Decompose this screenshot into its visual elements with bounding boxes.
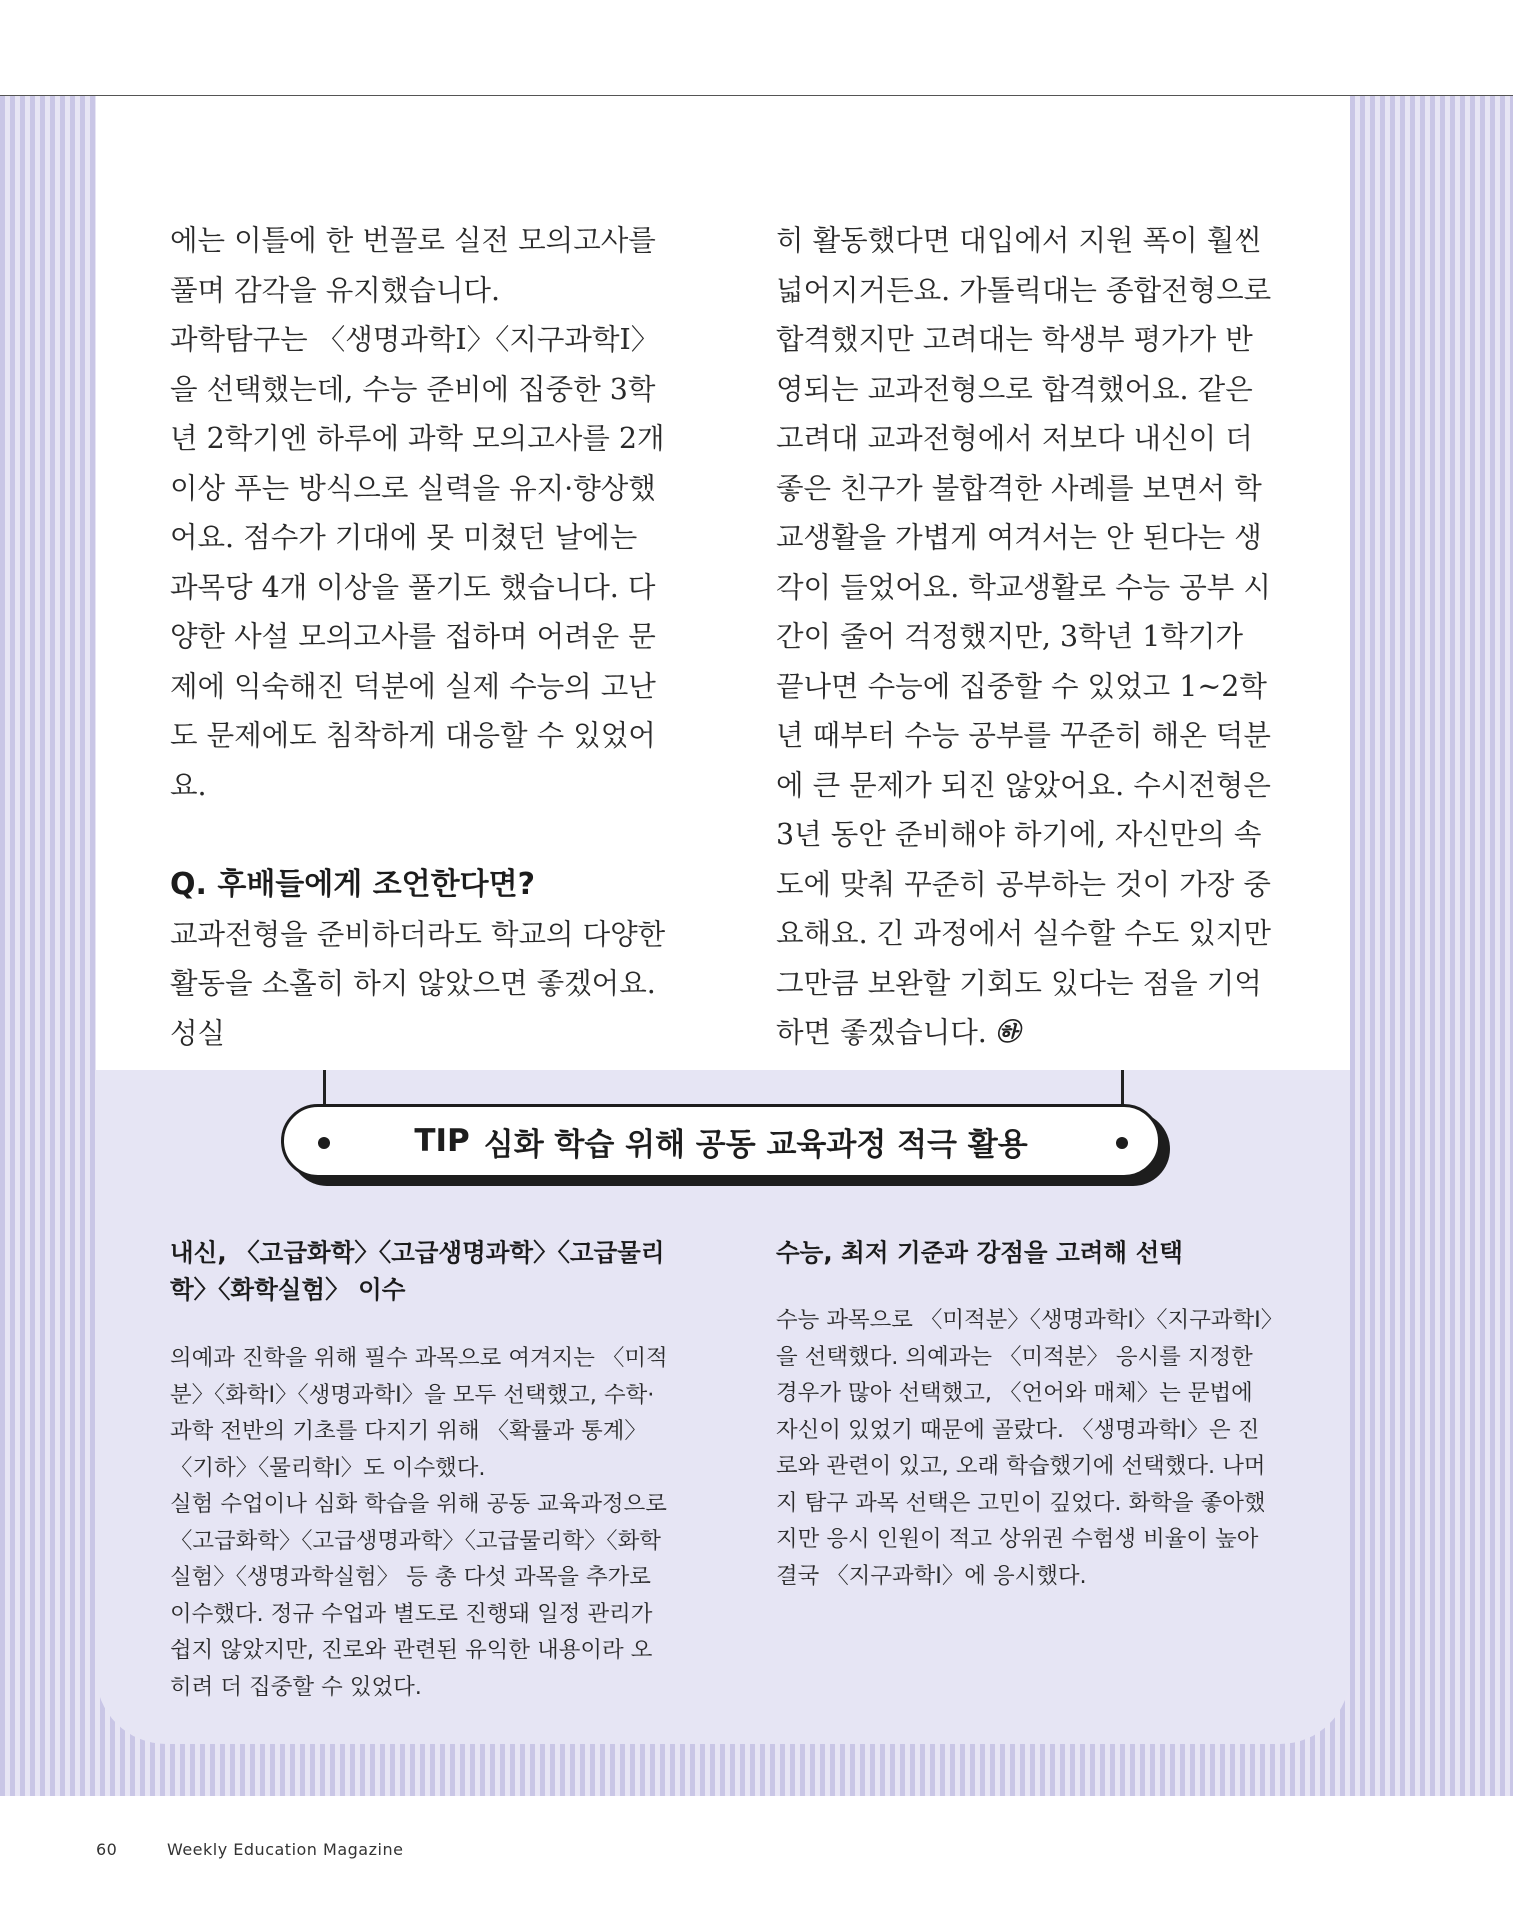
tip-left-body: 의예과 진학을 위해 필수 과목으로 여겨지는 〈미적분〉〈화학Ⅰ〉〈생명과학Ⅰ〉을 모두 선택했고, 수학·과학 전반의 기초를 다지기 위해 〈확률과 통계〉〈기하〉〈물리학Ⅰ〉도 이수했다. xyxy=(170,1345,668,1481)
tip-right-body: 수능 과목으로 〈미적분〉〈생명과학Ⅰ〉〈지구과학Ⅰ〉을 선택했다. 의예과는 〈미적분〉 응시를 지정한 경우가 많아 선택했고, 〈언어와 매체〉는 문법에 자신이 있었기 때문에 골랐다. 〈생명과학Ⅰ〉은 진로와 관련이 있고, 오래 학습했기에 선택했다. 나머지 탐구 과목 선택은 고민이 깊었다. 화학을 좋아했지만 응시 인원이 적고 상위권 수험생 비율이 높아 결국 〈지구과학Ⅰ〉에 응시했다. xyxy=(776,1307,1272,1589)
page-number: 60 xyxy=(96,1840,118,1859)
banner-dot-left xyxy=(318,1137,330,1149)
article-right-column xyxy=(776,216,1276,1060)
article-paragraph: 교과전형을 준비하더라도 학교의 다양한 활동을 소홀히 하지 않았으면 좋겠어요. 성실 xyxy=(170,917,666,1050)
tip-left-heading: 내신, 〈고급화학〉〈고급생명과학〉〈고급물리학〉〈화학실험〉 이수 xyxy=(170,1238,665,1304)
tip-left-column xyxy=(170,1234,670,1705)
tip-right-heading: 수능, 최저 기준과 강점을 고려해 선택 xyxy=(776,1238,1183,1267)
banner-dot-right xyxy=(1116,1137,1128,1149)
end-mark-icon: ㉻ xyxy=(995,1018,1020,1046)
article-left-column xyxy=(170,216,670,1058)
tip-banner xyxy=(281,1104,1161,1178)
article-paragraph xyxy=(776,216,1276,1060)
paragraph-gap xyxy=(170,810,670,860)
article-paragraph-text: 히 활동했다면 대입에서 지원 폭이 훨씬 넓어지거든요. 가톨릭대는 종합전형으로 합격했지만 고려대는 학생부 평가가 반영되는 교과전형으로 합격했어요. 같은 고려대 교과전형에서 저보다 내신이 더 좋은 친구가 불합격한 사례를 보면서 학교생활을 가볍게 여겨서는 안 된다는 생각이 들었어요. 학교생활로 수능 공부 시간이 줄어 걱정했지만, 3학년 1학기가 끝나면 수능에 집중할 수 있었고 1~2학년 때부터 수능 공부를 꾸준히 해온 덕분에 큰 문제가 되진 않았어요. 수시전형은 3년 동안 준비해야 하기에, 자신만의 속도에 맞춰 꾸준히 공부하는 것이 가장 중요해요. 긴 과정에서 실수할 수도 있지만 그만큼 보완할 기회도 있다는 점을 기억하면 좋겠습니다. xyxy=(776,224,1272,1049)
article-paragraph: 에는 이틀에 한 번꼴로 실전 모의고사를 풀며 감각을 유지했습니다. xyxy=(170,224,656,307)
tip-right-column xyxy=(776,1234,1276,1594)
tip-title: 심화 학습 위해 공동 교육과정 적극 활용 xyxy=(483,1126,1028,1163)
magazine-title: Weekly Education Magazine xyxy=(166,1840,404,1859)
page-footer xyxy=(96,1840,403,1859)
article-paragraph: 과학탐구는 〈생명과학Ⅰ〉〈지구과학Ⅰ〉을 선택했는데, 수능 준비에 집중한 3학년 2학기엔 하루에 과학 모의고사를 2개 이상 푸는 방식으로 실력을 유지·향상했어요. 점수가 기대에 못 미쳤던 날에는 과목당 4개 이상을 풀기도 했습니다. 다양한 사설 모의고사를 접하며 어려운 문제에 익숙해진 덕분에 실제 수능의 고난도 문제에도 침착하게 대응할 수 있었어요. xyxy=(170,323,665,802)
question-heading: Q. 후배들에게 조언한다면? xyxy=(170,867,535,902)
tip-left-body: 실험 수업이나 심화 학습을 위해 공동 교육과정으로 〈고급화학〉〈고급생명과학〉〈고급물리학〉〈화학실험〉〈생명과학실험〉 등 총 다섯 과목을 추가로 이수했다. 정규 수업과 별도로 진행돼 일정 관리가 쉽지 않았지만, 진로와 관련된 유익한 내용이라 오히려 더 집중할 수 있었다. xyxy=(170,1491,667,1700)
tip-label: TIP xyxy=(414,1123,470,1159)
